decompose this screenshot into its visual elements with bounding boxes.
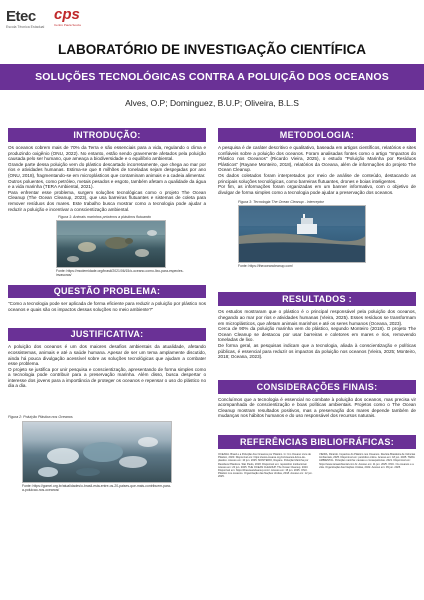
figure-1-caption: Figura 1: Animais marinhos próximos a plásticos flutuando: [58, 215, 151, 220]
referencias-heading: REFERÊNCIAS BIBLIOFRÁFICAS:: [218, 435, 416, 449]
resultados-paragraph-1: Os estudos mostraram que o plástico é o principal responsável pela poluição dos oceanos, chegando ao mar por rios e atividades humanas (Vieira, 2025). Esses resíduos se transformam em microplásticos, que afetam animais marinhos e até os seres humanos (Oceana, 2023).: [218, 309, 416, 326]
resultados-text: [218, 309, 416, 359]
etec-logo: [6, 8, 44, 29]
introducao-text: [8, 145, 206, 212]
resultados-heading: RESULTADOS :: [218, 292, 416, 306]
figure-3-source: Fonte: https://theoceancleanup.com/: [238, 264, 293, 269]
figure-2-source: Fonte: https://gomei.org.br/atualidades/o-brasil-esta-entre-os-20-paises-que-mais-contribuem-para-a-poluicao-nos-oceanos/: [22, 484, 172, 493]
subtitle-banner: [0, 64, 424, 90]
poster-subtitle: SOLUÇÕES TECNOLÓGICAS CONTRA A POLUIÇÃO DOS OCEANOS: [35, 71, 389, 83]
authors-line: Alves, O.P; Dominguez, B.U.P; Oliveira, B.L.S: [125, 98, 299, 108]
questao-heading: QUESTÃO PROBLEMA:: [8, 285, 206, 298]
consideracoes-text: Concluímos que a tecnologia é essencial no combate à poluição dos oceanos, mas precisa vir acompanhada de conscientização e boas políticas ambientais. Projetos como o The Ocean Cleanup mostram resultados positivos, mas a preservação dos mares depende também de mudanças nos hábitos humanos e do uso responsável dos recursos naturais.: [218, 396, 416, 419]
metodologia-heading: METODOLOGIA:: [218, 128, 416, 142]
introducao-paragraph-4: Para enfrentar esse problema, surgem soluções tecnológicas como o projeto The Ocean Cleanup (The Ocean Cleanup, 2023), que usa barreiras flutuantes e sistemas de coleta para remover resíduos dos mares. Este trabalho busca mostrar como a tecnologia pode ajudar a reduzir a poluição e incentivar a conscientização ambiental.: [8, 189, 206, 212]
referencias-left: OCEANA. Brasil e a Poluição dos Oceanos por Plástico. In: Um Oceano Livre de Plástico, 2023. Disponível em: https://www.oceana.org.br/oceanos-livres-de-plastico. Acesso em: 10 jun. 2025. MONTEIRO, Rayane. Poluição Marinha por Resíduos Plásticos. São Paulo, 2018. Disponível em: repositório institucional. Acesso em: 20 jun. 2025. THE OCEAN CLEANUP. The Ocean Cleanup. 2023. Disponível em: https://theoceancleanup.com/. Acesso em: 15 jun. 2025. ONU. Plástico nos oceanos. Organização das Nações Unidas, 2018. Acesso em: 12 jun. 2025.: [218, 453, 313, 479]
cps-logo-text: cps: [54, 6, 80, 23]
etec-logo-subtitle: Escola Técnica Estadual: [6, 25, 45, 29]
figure-2-image: [22, 421, 172, 483]
metodologia-paragraph-1: A pesquisa é de caráter descritivo e qualitativo, baseada em artigos científicos, relatórios e sites confiáveis sobre a poluição dos oceanos. Foram analisadas fontes como o artigo "Impactos do Plástico nos Oceanos" (Ricardo Vieira, 2025), o estudo "Poluição Marinha por Resíduos Plásticos" (Rayane Monteiro, 2018), relatórios da Oceana, além de informações do projeto The Ocean Cleanup.: [218, 145, 416, 173]
justificativa-paragraph-2: O projeto se justifica por unir pesquisa e conscientização, apresentando de forma simples como a tecnologia pode contribuir para a preservação marinha. Além disso, busca despertar o interesse dos jovens para a importância de proteger os oceanos e repensar o uso do plástico no dia a dia.: [8, 366, 206, 389]
justificativa-paragraph-1: A poluição dos oceanos é um dos maiores desafios ambientais da atualidade, afetando ecossistemas, animais e até a saúde humana. Apesar de ser um tema amplamente discutido, ainda há pouca divulgação acessível sobre as soluções tecnológicas que ajudam a combater esse problema.: [8, 344, 206, 367]
metodologia-paragraph-3: Por fim, as informações foram organizadas em um banner informativo, com o objetivo de divulgar de forma simples como a tecnologia pode ajudar a preservação dos oceanos.: [218, 184, 416, 195]
metodologia-text: [218, 145, 416, 195]
left-column: [8, 128, 206, 492]
cps-logo-subtitle: Centro Paula Souza: [54, 23, 81, 27]
figure-1-source: Fonte: https://modernidade.org/brasil/2021/06/15/o-oceano-como-lixo-para-especies-invasoras/: [56, 269, 184, 278]
poster-title: LABORATÓRIO DE INVESTIGAÇÃO CIENTÍFICA: [57, 42, 366, 57]
justificativa-text: [8, 344, 206, 389]
consideracoes-heading: CONSIDERAÇÕES FINAIS:: [218, 380, 416, 394]
etec-logo-text: Etec: [6, 8, 36, 25]
figure-1-image: [56, 220, 166, 268]
introducao-paragraph-3: Outros poluentes, como petróleo, metais pesados e esgoto, também afetam a qualidade da água e a vida marinha (TERA Ambiental, 2021).: [8, 178, 206, 190]
resultados-paragraph-2: Cerca de 90% da poluição marinha vem do plástico, segundo Monteiro (2018). O projeto The Ocean Cleanup se destacou por usar barreiras e coletores em mares e rios, removendo toneladas de lixo.: [218, 326, 416, 343]
questao-text: "Como a tecnologia pode ser aplicada de forma eficiente para reduzir a poluição por plástico nos oceanos e quais são os impactos dessas soluções no meio ambiente?": [8, 301, 206, 312]
referencias-list: [218, 453, 416, 479]
turtle-plastic-illustration: [57, 221, 166, 268]
figure-3-caption: Figura 3: Tecnologia The Ocean Cleanup - Interceptor: [238, 200, 324, 205]
figure-2-caption: Figura 2: Poluição Plástica nos Oceanos: [8, 415, 73, 420]
introducao-paragraph-2: Grande parte dessa poluição vem do plástico descartado incorretamente, que chega ao mar por rios e atividades humanas. Estima-se que 8 milhões de toneladas sejam despejadas por ano (ONU, 2018), fragmentando-se em microplásticos que contaminam animais e a cadeia alimentar.: [8, 161, 206, 178]
introducao-paragraph-1: Os oceanos cobrem mais de 70% da Terra e são essenciais para a vida, regulando o clima e produzindo oxigênio (ONU, 2022). No entanto, estão sendo gravemente afetados pela poluição causada pelo ser humano, que ameaça a biodiversidade e o equilíbrio ambiental.: [8, 145, 206, 162]
introducao-heading: INTRODUÇÃO:: [8, 128, 206, 142]
justificativa-heading: JUSTIFICATIVA:: [8, 328, 206, 341]
resultados-paragraph-3: De forma geral, as pesquisas indicam que a tecnologia, aliada à conscientização e políticas públicas, é essencial para reduzir os impactos da poluição nos oceanos (Vieira, 2025; Monteiro, 2018; Oceana, 2023).: [218, 342, 416, 360]
poster-header: [0, 0, 424, 40]
metodologia-paragraph-2: Os dados coletados foram interpretados por meio de análise de conteúdo, destacando as principais soluções tecnológicas, como barreiras flutuantes, drones e boias inteligentes.: [218, 172, 416, 184]
referencias-right: VIEIRA, Ricardo. Impactos do Plástico nos Oceanos. Revista Brasileira de Ciências Ambientais, 2025. Disponível em: periódico online. Acesso em: 18 jun. 2025. TERA AMBIENTAL. Poluição marinha: causas e consequências. 2021. Disponível em: https://www.teraambiental.com.br. Acesso em: 11 jun. 2025. ONU. Os oceanos e a vida. Organização das Nações Unidas, 2022. Acesso em: 09 jun. 2025.: [319, 453, 416, 469]
interceptor-illustration: [239, 206, 366, 263]
cps-logo: [54, 6, 82, 28]
right-column: [218, 128, 416, 479]
plastic-pollution-illustration: [23, 422, 172, 483]
figure-3-image: [238, 205, 366, 263]
